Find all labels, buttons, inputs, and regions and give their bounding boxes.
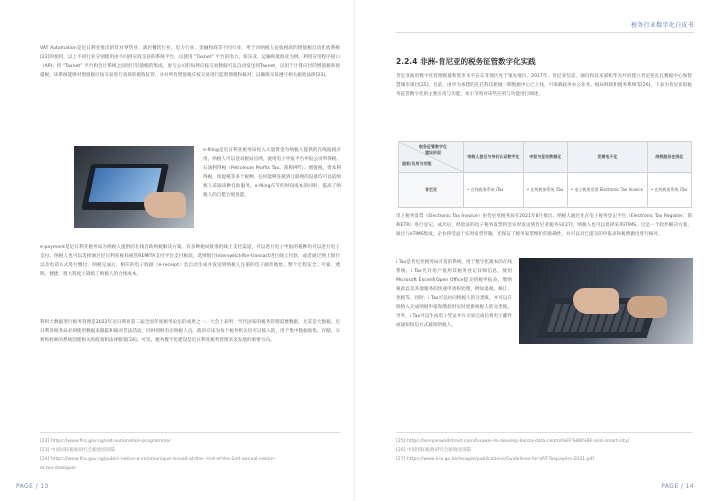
kenya-digitization-table — [398, 141, 692, 208]
right-footnotes — [396, 437, 696, 464]
right-footnote-divider — [396, 432, 692, 433]
diag-header-top: 税务征管数字化 建设阶段 — [419, 144, 447, 155]
table-header-e-invoice: 发票电子化 — [567, 142, 647, 173]
footnote-27[interactable]: [27] https://www.kra.go.ke/images/publications/Guidelines-for-VAT-Taxpayers-2021.pdf — [396, 457, 594, 462]
table-row — [399, 173, 692, 208]
table-cell: • 在线税务系统 iTax — [523, 173, 567, 208]
footnote-26: [26] 中国国际税收研究会税收国别篇 — [396, 448, 472, 453]
e-payment-paragraph: e-payment是尼日利亚税务局为纳税人提供的在线自助纳税解决方案。有多种税局批准的线上支付渠道，可以进行电子申报的税种均可以进行电子支付。纳税人也可以选择通过尼日利亚税局税管REMITA支付平台支付税款，选择银行Interswitch和e-transact进行线上付款，或者通过网上银行以及电话方式进行缴付。纳税完成后，相应的电子收据（e-receipt）会自动生成并发送到纳税人注册的电子邮件地址。整个过程安全、可靠、透明、便捷，很大程度上降低了纳税人的合规成本。 — [40, 245, 340, 277]
table-cell: • 在线税务系统 iTax — [647, 173, 691, 208]
left-footnote-divider — [40, 432, 340, 433]
table-row-label: 肯尼亚 — [399, 173, 464, 208]
table-header-filing: 申报与征收数据化 — [523, 142, 567, 173]
keyboard-hands-photo — [519, 258, 693, 344]
page-number-right: PAGE / 14 — [661, 483, 694, 490]
header-title: 税务行业数字化白皮书 — [630, 22, 694, 29]
table-header-registration: 纳税人登记与身份认证数字化 — [464, 142, 524, 173]
footnote-25[interactable]: [25] https://kenyanwallstreet.com/huawei-to-develop-konza-data-centre%EF%BB%BF-and-smart-city/ — [396, 439, 630, 444]
table-diagonal-header — [399, 142, 464, 173]
header-rule — [396, 32, 694, 33]
left-footnotes — [40, 437, 345, 473]
table-cell: • 电子税务发票 Electronic Tax Invoice — [567, 173, 647, 208]
table-header-online-service: 纳税服务在线化 — [647, 142, 691, 173]
footnote-22[interactable]: [22] https://www.firs.gov.ng/vat-automation-programme/ — [40, 439, 171, 444]
footnote-23: [23] 中国国际税收研究会税收国别篇 — [40, 448, 116, 453]
itax-paragraph: i Tax是肯尼亚税务局开发的系统，用于数字化跟本的在线系统。i Tax允许用户使用其税务登记详细信息，使用Microsoft Excel或Open Office提交纳税申报表。缴纳税款以及其他服务的快速申请和处理，例如退税、修订、免税等。同时，i Tax可以访问纳税人的分类账，并可以在线纳入完成纳税申报和缴款时实时更新纳税人的分类账。另外，i Tax可以生成电子凭证并在交易完成后将电子邮件或通知短信方式通知纳税人。 — [396, 260, 512, 328]
laptop-hand-photo — [74, 146, 194, 228]
footnote-24-cont[interactable]: al-tax-dialogue/ — [40, 466, 77, 471]
vat-automation-paragraph: VAT Automation是尼日利亚推出的针对零售业、酒店餐饮行业、电力行业、金融和商等不同行业，用于向纳税人征收税款的增值税自动化收系统[22]的使用，以上不同行业分别使用由不同供应商支持的系统平台，以使用 “Taxnet” 平台的电力、娱乐业、运输和航海业为例，利用应用程序接口（API）将 “Taxnet” 平台和会计系统之间进行轻量级的集成，参与公司的每周应按交易数据可以自动发送到Taxnet，以用于计算应付的增值税和预提税，该系统能够对增值税应按交易进行高效的税收征管，并对所有增值税应按交易进行监察增税和核对，以确保交易遵守相关税收法律[23]。 — [40, 46, 340, 78]
section-title: 2.2.4 非洲-肯尼亚的税务征管数字化实践 — [396, 57, 536, 66]
big-data-paragraph: 利用大数据进行税务管理是2022年尼日利亚第二届全国年度税务论坛的成果之一。大会上表明：当代国家的税务管理需要数据，尤其是大数据。尼日利亚税务局必须使用数据来跟踪和核对非法活动，同时到鲜有应纳税人员。政府应该为每个税务机关均可以接入的，用于集中数据收集、存储、分析和检索的系统创建相关的政策和法律框架[24]。可见，税务数字化建设是尼日利亚税务管理未来发展的重要方向。 — [40, 320, 340, 343]
e-tax-invoice-paragraph: 电子税务发票（Electronic Tax Invoice）由肯尼亚税务局在2021年8月推出。纳税人通过先在电子税务登记平台（Electronic Tax Register，简称ETR）进行登记，成功后，经验证的电子税务发票将会实时发送到肯尼亚税务局[27]，纳税人也可以选择采用iTIMS。这是一个软件解决方案，通过与eTIMS集成，企业将受益于实时发票传输，还保证了税务发票维护的准确性，并可以对已提交的申报表和税费做出进行核对。 — [396, 214, 692, 237]
footnote-24[interactable]: [24] https://www.firs.gov.ng/public-notice-a-communique-issued-at-the- end-of-the-2nd-annual-nation- — [40, 457, 276, 462]
e-filing-paragraph: e-filing是尼日利亚税务局投入大量资金为纳税人提供的在线报税应用。纳税人可以登录税局官网，使用电子申报平台申报公司所得税、石油利得税（Petroleum Profits Tax、简称PPT）、增值税、资本利得税、预提税等多个税种。任何能够连接到互联网的设备均可以依纳税人采取该种自助服务。e-filing在节约时间成本的同时，提高了纳税人的自愿合规意愿。 — [203, 148, 341, 198]
kenya-intro-paragraph: 肯尼亚政府数字化管理税量和集市水平在东非地区处于领先地位。2017年，肯尼亚信息、通信和技术部和华为共同建立肯尼亚孔孔数据中心和智慧城市项目[25]，目前，由华为承建的孔孔科技新城一期数据中心已上线，可承载政务办公业务、税局财政和税务系统等[26]。下表为肯尼亚的税务征管数字化的主要应用与功能，本小节将对该些应用与功能进行阐述。 — [396, 74, 692, 97]
table-header-row — [399, 142, 692, 173]
page-number-left: PAGE / 13 — [16, 483, 49, 490]
table-cell: • 在线税务系统 iTax — [464, 173, 524, 208]
diag-header-bottom: 国家/应用与功能 — [402, 161, 432, 166]
